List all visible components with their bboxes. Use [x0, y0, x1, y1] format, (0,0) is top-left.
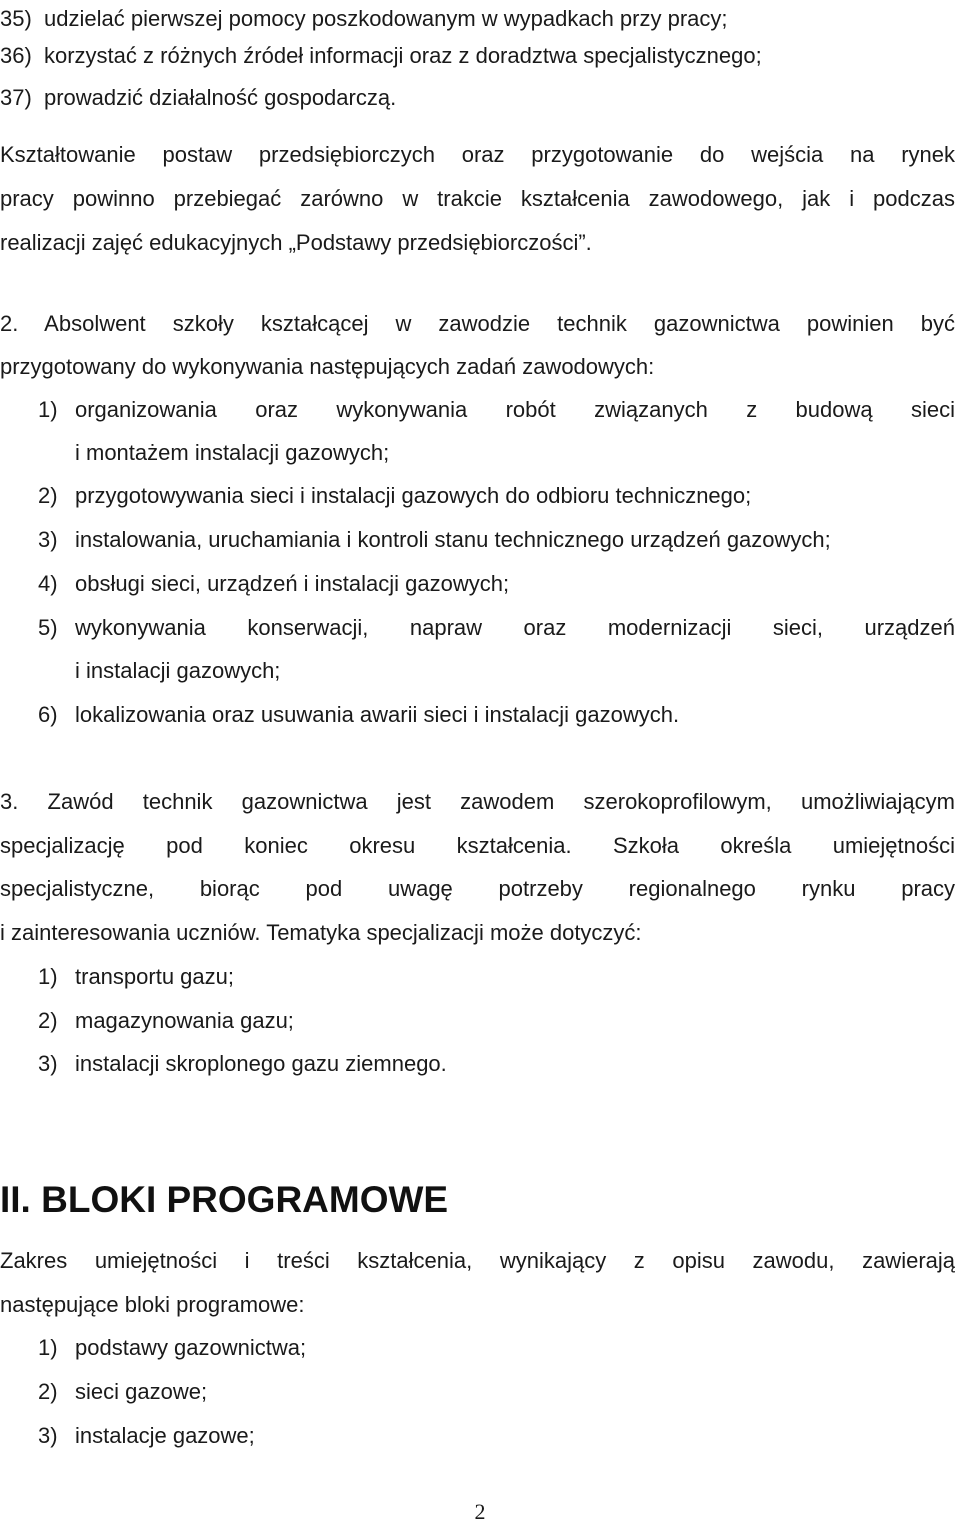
list-text: obsługi sieci, urządzeń i instalacji gazowych; — [75, 571, 510, 596]
list-number: 3) — [38, 527, 58, 552]
paragraph-line: 2. Absolwent szkoły kształcącej w zawodzie technik gazownictwa powinien być — [0, 311, 955, 336]
list-text: prowadzić działalność gospodarczą. — [44, 85, 397, 110]
section-heading: II. BLOKI PROGRAMOWE — [0, 1179, 449, 1220]
list-text: podstawy gazownictwa; — [75, 1335, 307, 1360]
page-number: 2 — [474, 1499, 486, 1524]
list-number: 1) — [38, 1335, 58, 1360]
list-text: wykonywania konserwacji, napraw oraz modernizacji sieci, urządzeń — [75, 615, 955, 640]
paragraph-line: i zainteresowania uczniów. Tematyka specjalizacji może dotyczyć: — [0, 920, 642, 945]
list-number: 1) — [38, 397, 58, 422]
list-text: instalacji skroplonego gazu ziemnego. — [75, 1051, 447, 1076]
list-number: 2) — [38, 483, 58, 508]
list-number: 1) — [38, 964, 58, 989]
list-text-continuation: i instalacji gazowych; — [75, 658, 281, 683]
list-number: 2) — [38, 1379, 58, 1404]
list-number: 5) — [38, 615, 58, 640]
list-number: 2) — [38, 1008, 58, 1033]
paragraph-line: specjalistyczne, biorąc pod uwagę potrzeby regionalnego rynku pracy — [0, 876, 955, 901]
paragraph-line: Zakres umiejętności i treści kształcenia, wynikający z opisu zawodu, zawierają — [0, 1248, 955, 1273]
list-text: sieci gazowe; — [75, 1379, 208, 1404]
list-number: 4) — [38, 571, 58, 596]
list-number: 35) — [0, 6, 32, 31]
list-number: 6) — [38, 702, 58, 727]
list-number: 37) — [0, 85, 32, 110]
list-text: organizowania oraz wykonywania robót związanych z budową sieci — [75, 397, 955, 422]
list-text: lokalizowania oraz usuwania awarii sieci i instalacji gazowych. — [75, 702, 680, 727]
list-text: korzystać z różnych źródeł informacji oraz z doradztwa specjalistycznego; — [44, 43, 762, 68]
list-text: instalacje gazowe; — [75, 1423, 255, 1448]
list-text: instalowania, uruchamiania i kontroli stanu technicznego urządzeń gazowych; — [75, 527, 831, 552]
list-text: przygotowywania sieci i instalacji gazowych do odbioru technicznego; — [75, 483, 752, 508]
list-number: 3) — [38, 1423, 58, 1448]
list-text: transportu gazu; — [75, 964, 234, 989]
paragraph-line: Kształtowanie postaw przedsiębiorczych oraz przygotowanie do wejścia na rynek — [0, 142, 955, 167]
list-text-continuation: i montażem instalacji gazowych; — [75, 440, 390, 465]
list-text: magazynowania gazu; — [75, 1008, 294, 1033]
paragraph-line: następujące bloki programowe: — [0, 1292, 305, 1317]
list-text: udzielać pierwszej pomocy poszkodowanym w wypadkach przy pracy; — [44, 6, 728, 31]
paragraph-line: specjalizację pod koniec okresu kształcenia. Szkoła określa umiejętności — [0, 833, 955, 858]
paragraph-line: realizacji zajęć edukacyjnych „Podstawy przedsiębiorczości”. — [0, 230, 592, 255]
paragraph-line: 3. Zawód technik gazownictwa jest zawodem szerokoprofilowym, umożliwiającym — [0, 789, 955, 814]
list-number: 3) — [38, 1051, 58, 1076]
paragraph-line: pracy powinno przebiegać zarówno w trakcie kształcenia zawodowego, jak i podczas — [0, 186, 955, 211]
paragraph-line: przygotowany do wykonywania następujących zadań zawodowych: — [0, 354, 655, 379]
list-number: 36) — [0, 43, 32, 68]
